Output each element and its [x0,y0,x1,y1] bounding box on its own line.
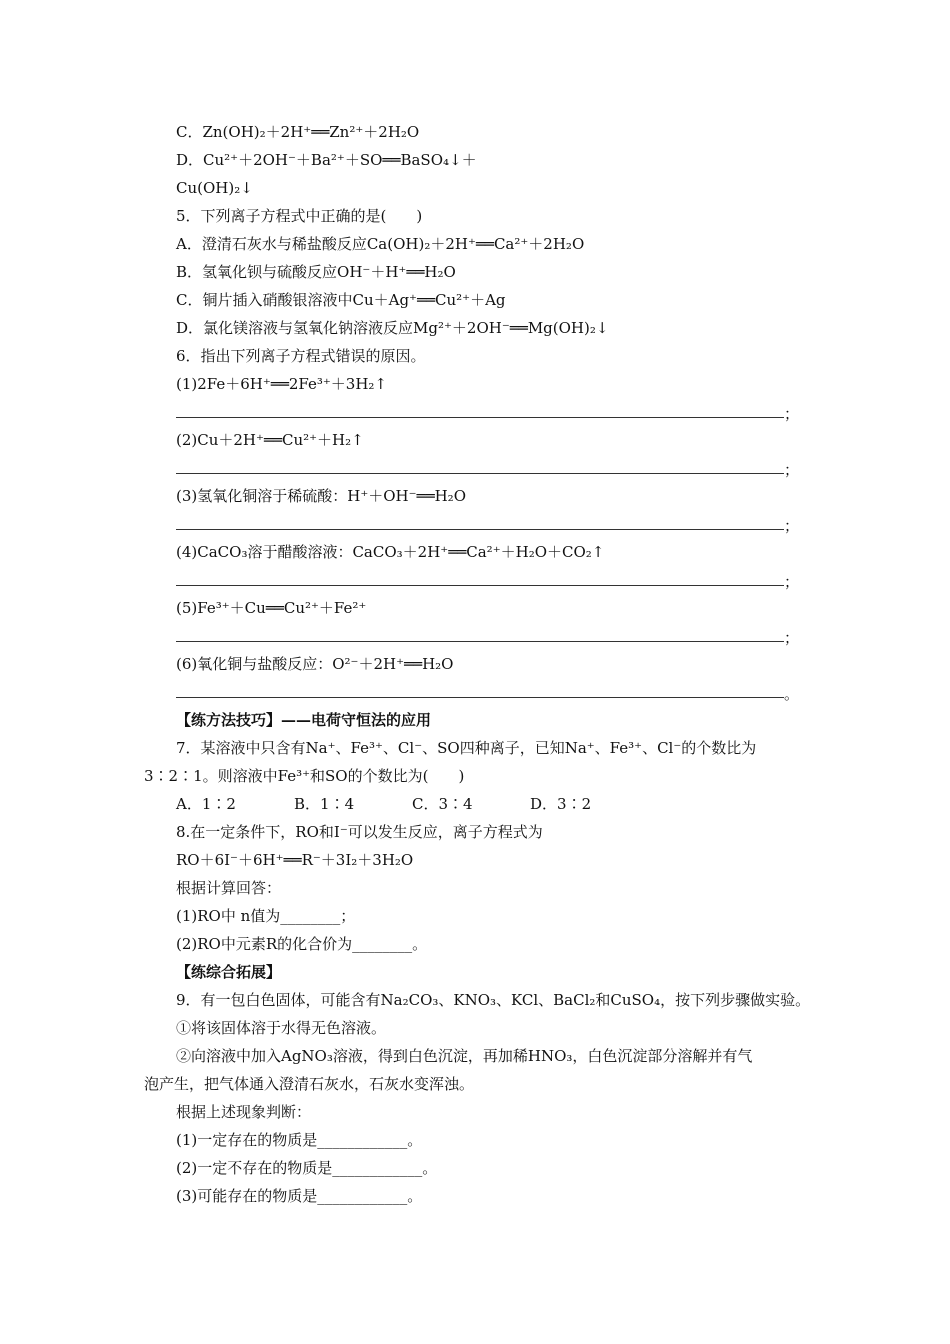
q7-stem-cont: 3∶2∶1。则溶液中Fe³⁺和SO的个数比为( ) [144,767,465,785]
q5-option-c: C．铜片插入硝酸银溶液中Cu＋Ag⁺══Cu²⁺＋Ag [176,291,506,309]
q4-option-d: D．Cu²⁺＋2OH⁻＋Ba²⁺＋SO══BaSO₄↓＋ [176,151,477,169]
q9-answer-2: (2)一定不存在的物质是____________。 [176,1159,438,1177]
answer-blank-4 [176,585,784,586]
q5-option-a: A．澄清石灰水与稀盐酸反应Ca(OH)₂＋2H⁺══Ca²⁺＋2H₂O [176,235,585,253]
semicolon-2: ； [784,461,800,479]
answer-blank-2 [176,473,784,474]
q6-item-6: (6)氧化铜与盐酸反应：O²⁻＋2H⁺══H₂O [176,655,454,673]
section-method-skills: 【练方法技巧】——电荷守恒法的应用 [176,711,432,729]
q4-option-d-cont: Cu(OH)₂↓ [176,179,253,197]
q9-step-2: ②向溶液中加入AgNO₃溶液，得到白色沉淀，再加稀HNO₃，白色沉淀部分溶解并有气 [176,1047,753,1065]
q6-item-1: (1)2Fe＋6H⁺══2Fe³⁺＋3H₂↑ [176,375,388,393]
answer-blank-6 [176,697,784,698]
q9-answer-3: (3)可能存在的物质是____________。 [176,1187,423,1205]
q7-option-a: A．1∶2 [176,795,236,813]
semicolon-1: ； [784,405,800,423]
q7-stem: 7．某溶液中只含有Na⁺、Fe³⁺、Cl⁻、SO四种离子，已知Na⁺、Fe³⁺、Cl⁻的个数比为 [176,739,757,757]
q5-stem: 5．下列离子方程式中正确的是( ) [176,207,423,225]
q9-step-2-cont: 泡产生，把气体通入澄清石灰水，石灰水变浑浊。 [144,1075,475,1093]
q6-item-3: (3)氢氧化铜溶于稀硫酸：H⁺＋OH⁻══H₂O [176,487,466,505]
q6-stem: 6．指出下列离子方程式错误的原因。 [176,347,426,365]
q8-part-2: (2)RO中元素R的化合价为________。 [176,935,428,953]
answer-blank-3 [176,529,784,530]
q6-item-4: (4)CaCO₃溶于醋酸溶液：CaCO₃＋2H⁺══Ca²⁺＋H₂O＋CO₂↑ [176,543,605,561]
q8-stem: 8.在一定条件下，RO和I⁻可以发生反应，离子方程式为 [176,823,543,841]
answer-blank-5 [176,641,784,642]
q5-option-b: B．氢氧化钡与硫酸反应OH⁻＋H⁺══H₂O [176,263,456,281]
semicolon-3: ； [784,517,800,535]
q7-option-c: C．3∶4 [412,795,473,813]
semicolon-5: ； [784,629,800,647]
q9-step-1: ①将该固体溶于水得无色溶液。 [176,1019,387,1037]
q5-option-d: D．氯化镁溶液与氢氧化钠溶液反应Mg²⁺＋2OH⁻══Mg(OH)₂↓ [176,319,609,337]
q7-option-d: D．3∶2 [530,795,592,813]
q9-answer-1: (1)一定存在的物质是____________。 [176,1131,423,1149]
q8-instruction: 根据计算回答： [176,879,282,897]
q8-equation: RO＋6I⁻＋6H⁺══R⁻＋3I₂＋3H₂O [176,851,414,869]
q4-option-c: C．Zn(OH)₂＋2H⁺══Zn²⁺＋2H₂O [176,123,420,141]
section-comprehensive: 【练综合拓展】 [176,963,282,981]
q6-item-2: (2)Cu＋2H⁺══Cu²⁺＋H₂↑ [176,431,364,449]
q9-instruction: 根据上述现象判断： [176,1103,312,1121]
semicolon-4: ； [784,573,800,591]
period-6: 。 [784,685,800,703]
q8-part-1: (1)RO中 n值为________； [176,907,356,925]
answer-blank-1 [176,417,784,418]
q7-option-b: B．1∶4 [294,795,355,813]
q9-stem: 9．有一包白色固体，可能含有Na₂CO₃、KNO₃、KCl、BaCl₂和CuSO₄，按下列步骤做实验。 [176,991,811,1009]
q6-item-5: (5)Fe³⁺＋Cu══Cu²⁺＋Fe²⁺ [176,599,367,617]
q7-options [176,794,591,814]
